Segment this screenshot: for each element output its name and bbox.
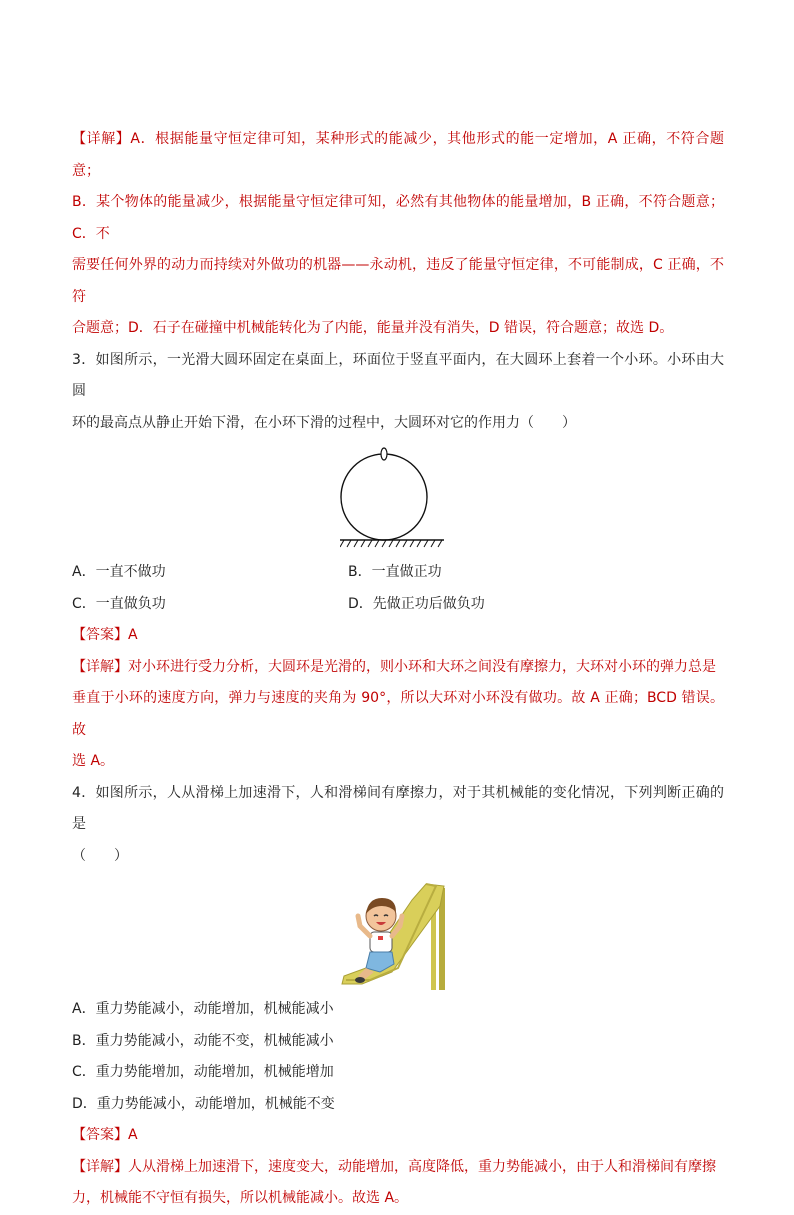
q4-option-a[interactable]: A．重力势能减小，动能增加，机械能减小: [72, 1001, 334, 1017]
q2-detail-line-3: 需要任何外界的动力而持续对外做功的机器——永动机，违反了能量守恒定律，不可能制成，C 正确，不符: [72, 257, 724, 305]
q3-detail-line-2: 垂直于小环的速度方向，弹力与速度的夹角为 90°，所以大环对小环没有做功。故 A 正确；BCD 错误。故: [72, 690, 724, 738]
q4-option-d[interactable]: D．重力势能减小，动能增加，机械能不变: [72, 1095, 335, 1112]
table-hatching: [340, 540, 442, 547]
q4-answer: [72, 1120, 724, 1152]
question-3: [72, 345, 724, 778]
q3-answer: [72, 620, 724, 652]
q4-answer-value: A: [128, 1127, 138, 1143]
detail-label: 【详解】: [72, 1158, 128, 1175]
q3-answer-value: A: [128, 627, 138, 643]
large-ring: [341, 454, 427, 540]
q3-options-row-1: [72, 557, 724, 589]
q4-stem-line-2: （ ）: [72, 847, 128, 864]
answer-label: 【答案】: [72, 1127, 128, 1143]
q4-option-c[interactable]: C．重力势能增加，动能增加，机械能增加: [72, 1064, 334, 1080]
answer-label: 【答案】: [72, 627, 128, 643]
q4-detail-line-1: 【详解】人从滑梯上加速滑下，速度变大，动能增加，高度降低，重力势能减小，由于人和滑梯间有摩擦: [72, 1158, 716, 1175]
child-shirt-logo: [378, 936, 383, 940]
q2-detail-line-1: 【详解】A．根据能量守恒定律可知，某种形式的能减少，其他形式的能一定增加，A 正确，不符合题意；: [72, 131, 724, 179]
q3-stem-line-2: 环的最高点从静止开始下滑，在小环下滑的过程中，大圆环对它的作用力（ ）: [72, 414, 576, 431]
q2-detail: [72, 124, 724, 345]
q3-detail-line-1: 【详解】对小环进行受力分析，大圆环是光滑的，则小环和大环之间没有摩擦力，大环对小环的弹力总是: [72, 658, 716, 675]
document-page: [72, 124, 724, 1215]
detail-label: 【详解】: [72, 131, 131, 147]
child-shirt: [370, 932, 392, 952]
q3-options-row-2: [72, 589, 724, 621]
child-on-slide-illustration: [340, 876, 460, 992]
small-ring: [381, 448, 387, 460]
q3-stem-line-1: 3．如图所示，一光滑大圆环固定在桌面上，环面位于竖直平面内，在大圆环上套着一个小环。小环由大圆: [72, 351, 724, 399]
ring-figure: [72, 445, 724, 557]
q3-option-b[interactable]: B．一直做正功: [348, 564, 442, 580]
q3-option-c[interactable]: C．一直做负功: [72, 595, 166, 612]
q2-detail-line-4: 合题意；D．石子在碰撞中机械能转化为了内能，能量并没有消失，D 错误，符合题意；故选 D。: [72, 320, 674, 336]
slide-figure: [72, 876, 724, 994]
q3-detail-line-3: 选 A。: [72, 753, 115, 769]
q4-option-b[interactable]: B．重力势能减小，动能不变，机械能减小: [72, 1032, 334, 1049]
ring-on-table-diagram: [340, 445, 450, 551]
q4-detail-line-2: 力，机械能不守恒有损失，所以机械能减小。故选 A。: [72, 1190, 409, 1206]
q2-detail-line-2: B．某个物体的能量减少，根据能量守恒定律可知，必然有其他物体的能量增加，B 正确，不符合题意；C．不: [72, 194, 724, 242]
q4-stem-line-1: 4．如图所示，人从滑梯上加速滑下，人和滑梯间有摩擦力，对于其机械能的变化情况，下列判断正确的是: [72, 784, 724, 832]
q3-option-d[interactable]: D．先做正功后做负功: [348, 595, 485, 612]
question-4: [72, 778, 724, 1215]
child-shoe: [355, 977, 365, 983]
detail-label: 【详解】: [72, 658, 128, 675]
q3-option-a[interactable]: A．一直不做功: [72, 564, 166, 580]
